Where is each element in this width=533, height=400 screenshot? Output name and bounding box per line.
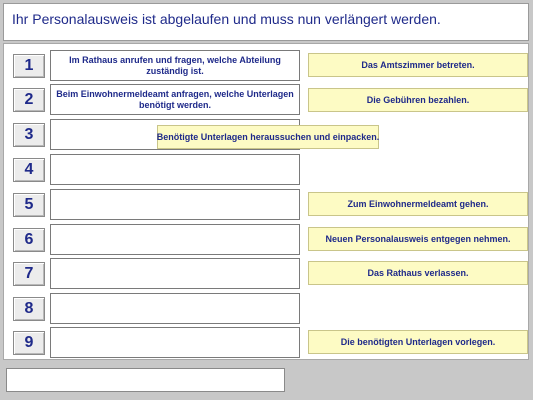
answer-slot-9[interactable] — [50, 327, 300, 358]
feedback-field — [6, 368, 285, 392]
answer-card[interactable]: Die benötigten Unterlagen vorlegen. — [308, 330, 528, 354]
answer-slot-6[interactable] — [50, 224, 300, 255]
answer-slot-4[interactable] — [50, 154, 300, 185]
number-button-6[interactable]: 6 — [13, 228, 45, 252]
answer-card[interactable]: Das Rathaus verlassen. — [308, 261, 528, 285]
answer-card[interactable]: Die Gebühren bezahlen. — [308, 88, 528, 112]
number-button-7[interactable]: 7 — [13, 262, 45, 286]
task-header — [3, 3, 529, 41]
number-button-2[interactable]: 2 — [13, 88, 45, 112]
number-button-9[interactable]: 9 — [13, 331, 45, 355]
number-button-8[interactable]: 8 — [13, 297, 45, 321]
ordering-panel — [3, 43, 529, 360]
number-button-3[interactable]: 3 — [13, 123, 45, 147]
answer-slot-8[interactable] — [50, 293, 300, 324]
answer-slot-7[interactable] — [50, 258, 300, 289]
task-title: Ihr Personalausweis ist abgelaufen und muss nun verlängert werden. — [12, 11, 441, 27]
answer-slot-5[interactable] — [50, 189, 300, 220]
answer-card[interactable]: Neuen Personalausweis entgegen nehmen. — [308, 227, 528, 251]
answer-slot-2[interactable]: Beim Einwohnermeldeamt anfragen, welche Unterlagen benötigt werden. — [50, 84, 300, 115]
answer-card-dragging[interactable]: Benötigte Unterlagen heraussuchen und einpacken. — [157, 125, 379, 149]
answer-card[interactable]: Zum Einwohnermeldeamt gehen. — [308, 192, 528, 216]
number-button-1[interactable]: 1 — [13, 54, 45, 78]
answer-slot-1[interactable]: Im Rathaus anrufen und fragen, welche Abteilung zuständig ist. — [50, 50, 300, 81]
answer-card[interactable]: Das Amtszimmer betreten. — [308, 53, 528, 77]
number-button-5[interactable]: 5 — [13, 193, 45, 217]
number-button-4[interactable]: 4 — [13, 158, 45, 182]
